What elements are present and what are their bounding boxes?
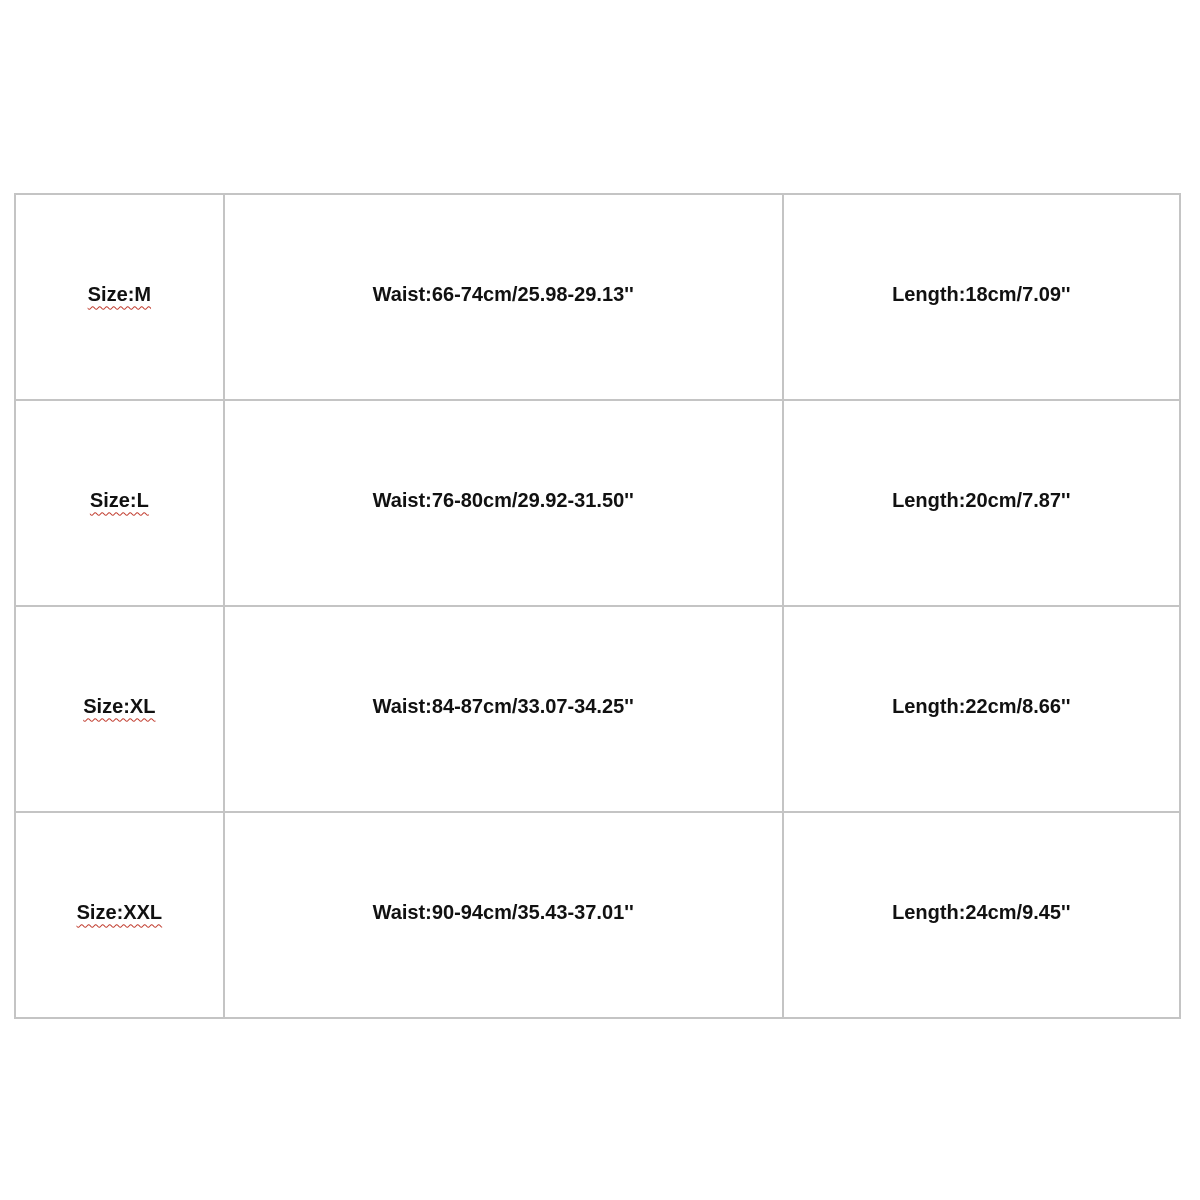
table-row xyxy=(15,400,1180,606)
size-chart-table xyxy=(14,193,1181,1019)
size-cell xyxy=(15,812,224,1018)
table-row xyxy=(15,606,1180,812)
length-cell: Length:18cm/7.09'' xyxy=(783,194,1180,400)
length-cell: Length:22cm/8.66'' xyxy=(783,606,1180,812)
waist-cell: Waist:84-87cm/33.07-34.25'' xyxy=(224,606,783,812)
size-label: Size:XXL xyxy=(76,901,163,924)
size-cell xyxy=(15,194,224,400)
size-label: Size:M xyxy=(87,283,152,306)
length-cell: Length:20cm/7.87'' xyxy=(783,400,1180,606)
waist-cell: Waist:76-80cm/29.92-31.50'' xyxy=(224,400,783,606)
table-row xyxy=(15,194,1180,400)
table-row xyxy=(15,812,1180,1018)
size-cell xyxy=(15,400,224,606)
size-cell xyxy=(15,606,224,812)
length-cell: Length:24cm/9.45'' xyxy=(783,812,1180,1018)
waist-cell: Waist:90-94cm/35.43-37.01'' xyxy=(224,812,783,1018)
waist-cell: Waist:66-74cm/25.98-29.13'' xyxy=(224,194,783,400)
size-label: Size:XL xyxy=(83,695,156,718)
size-label: Size:L xyxy=(89,489,149,512)
